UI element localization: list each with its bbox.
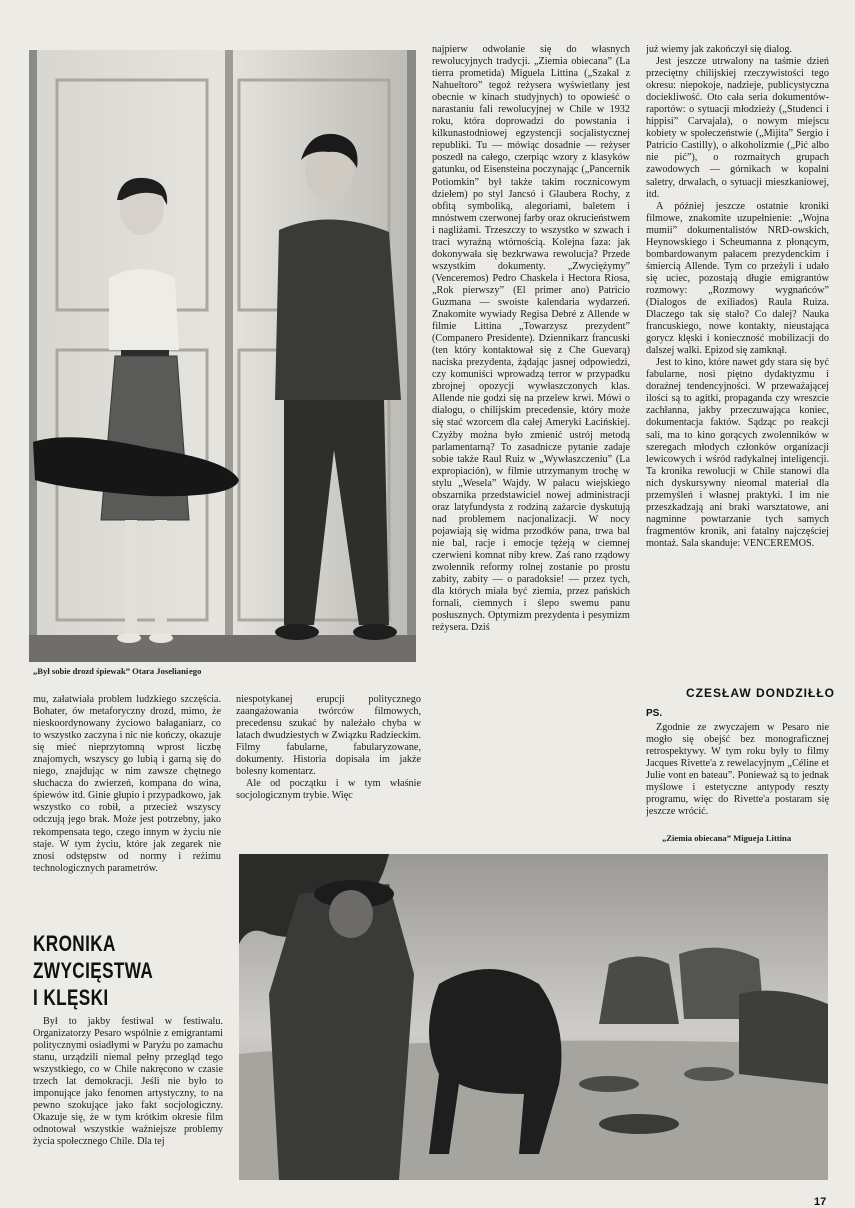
photo-caption-ziemia: „Ziemia obiecana” Migueja Littina	[662, 833, 792, 843]
photo-caption-drozd: „Był sobie drozd śpiewak” Otara Joseliani ego	[33, 666, 202, 676]
column-4-paragraph-4: Jest to kino, które nawet gdy stara się być fabularne, nosi piętno dydaktyzmu i doraźnej tendencyjności. W przeważającej ilości są to agitki, propaganda czy wreszcie zachłanna, jakby przeczuwająca koniec, dokumentacja faktów. Sądząc po reakcji sali, ma to kino gorących zwolenników w szeregach młodych członków organizacji lewicowych i wśród radykalnej inteligencji. Ta kronika rewolucji w Chile stanowi dla nich dyskursywny nieomal materiał dla przemyśleń i własnej praktyki. I im nie przeszkadzają ani braki warsztatowe, ani nagminne powtarzanie tych samych fragmentów kronik, ani fatalny najczęściej montaż. Sala skanduje: VENCEREMOS.	[646, 357, 829, 549]
column-4-paragraph-3: A później jeszcze ostatnie kroniki filmowe, znakomite uzupełnienie: „Wojna mumii” dokumentalistów NRD-owskich, Heynowskiego i Scheumanna z płonącym, bombardowanym pałacem prezydenckim i śmiercią Allende. Tym co przeżyli i udało się uciec, pozostają długie emigrantów rozmowy: „Rozmowy wygnańców” (Dialogos de exiliados) Raula Ruiza. Dlaczego tak się stało? Co dalej? Nauka francuskiego, nowe kontakty, nieustająca gorycz klęski i konieczność mobilizacji do dalszej walki. Epizod się zamknął.	[646, 200, 829, 357]
headline-line-3: I KLĘSKI	[33, 985, 109, 1010]
film-still-ziemia-image	[239, 854, 828, 1180]
article-intro-column	[33, 1016, 223, 1186]
ps-text: Zgodnie ze zwyczajem w Pesaro nie mogło się obejść bez monograficznej retrospektywy. W tym roku były to filmy Jacques Rivette'a z rewelacyjnym „Céline et Julie vont en bateau”. Ponieważ są to jednak myślowe i estetyczne antypody reszty programu, więc do Rivette'a postaram się jeszcze wrócić.	[646, 722, 829, 818]
intro-paragraph: Był to jakby festiwal w festiwalu. Organizatorzy Pesaro wspólnie z emigrantami politycznymi osiadłymi w Paryżu po zamachu stanu, urządzili niemal pełny przegląd tego wszystkiego, co w Chile nakręcono w czasie trzech lat demokracji. Jeśli nie było to imponujące jako fenomen artystyczny, to na pewno szokujące jako fakt socjologiczny. Okazuje się, że w tym krótkim okresie film odnotował wszystkie ważniejsze problemy życia społecznego Chile. Dla tej	[33, 1016, 223, 1148]
headline-line-2: ZWYCIĘSTWA	[33, 958, 154, 983]
page-number: 17	[814, 1196, 827, 1208]
column-4-paragraph-2: Jest jeszcze utrwalony na taśmie dzień przeciętny chilijskiej rzeczywistości tego okresu: niepokoje, nadzieje, publicystyczna dociekliwość. Oto cała seria dokumentów-raportów: o sytuacji młodzieży („Studenci i hippisi” Carvajala), o nowym miejscu kobiety w społeczeństwie („Mijita” Sergio i Patricio Castilly), o alkoholizmie („Pić albo nie pić”), o rozmaitych grupach zawodowych — górnikach w kopalni saletry, drwalach, o sytuacji mieszkaniowej, itd.	[646, 56, 829, 200]
column-1-text: mu, załatwiała problem ludzkiego szczęścia. Bohater, ów metaforyczny drozd, mimo, że nieskoordynowany życiowo bałaganiarz, co to wszystko zaczyna i nic nie kończy, okazuje się mieć nieprzytomną wprost liczbę znajomych, wszyscy go lubią i garną się do niego, znajdując w nim zawsze chętnego słuchacza do zwierzeń, kompana do wina, śpiewów itd. Ginie głupio i przypadkowo, jak wszystko co robił, a przecież wszyscy odczują jego brak. Może jest potrzebny, jako rekompensata tego, czego innym w życiu nie staje. W tym życiu, które jak zegarek nie znosi odstępstw od normy i reżimu technologicznych parametrów.	[33, 694, 221, 874]
headline-line-1: KRONIKA	[33, 931, 116, 956]
column-2-text: niespotykanej erupcji politycznego zaangażowania twórców filmowych, precedensu szukać by należało chyba w latach dwudziestych w Związku Radzieckim. Filmy fabularne, fabularyzowane, dokumenty. Historia dopisała im jakże bolesny komentarz.	[236, 694, 421, 778]
film-still-drozd-image	[29, 50, 416, 662]
article-column-4	[646, 44, 829, 674]
film-still-ziemia-obiecana	[239, 854, 828, 1180]
article-column-3	[432, 44, 630, 814]
author-byline: CZESŁAW DONDZIŁŁO	[686, 686, 835, 700]
article-column-1-continued	[33, 694, 221, 926]
article-headline	[33, 930, 153, 1011]
article-column-2-continued	[236, 694, 421, 844]
ps-label: PS.	[646, 708, 663, 719]
column-2-text-p2: Ale od początku i w tym właśnie socjologicznym trybie. Więc	[236, 778, 421, 802]
ps-paragraph	[646, 722, 829, 822]
film-still-drozd	[29, 50, 416, 662]
column-3-text: najpierw odwołanie się do własnych rewolucyjnych tradycji. „Ziemia obiecana” (La tierra prometida) Miguela Littina („Szakal z Nahueltoro” tegoż reżysera wyświetlany jest obecnie w kinach studyjnych) to opowieść o narastaniu fali rewolucyjnej w Chile w 1932 roku, która doprowadzi do powstania i kilkunastodniowej egzystencji socjalistycznej republiki. Tu — mówiąc dosadnie — reżyser poszedł na całego, czerpiąc wzory z klasyków gatunku, od Eisensteina poczynając („Pancernik Potiomkin” był także takim rocznicowym dziełem) po styl Jancsó i Glaubera Rochy, z obfitą symboliką, alegoriami, baletem i mnóstwem czerwonej farby oraz okrucieństwem i nagliżami. Trzeszczy to wszystko w szwach i traci wyraźną wtórnością. Kolejna faza: jak dokonywała się bezkrwawa rewolucja? Przede wszystkim dokumenty. „Zwyciężymy” (Venceremos) Pedro Chaskela i Hectora Riosa, „Rok pierwszy” (El primer ano) Patricio Guzmana — swoiste kalendaria wydarzeń. Znakomite wywiady Regisa Debré z Allende w filmie Littina „Towarzysz prezydent” (Companero Presidente). Dziennikarz francuski (ten który kontaktował się z Che Guevarą) naciska prezydenta, żądając jasnej odpowiedzi, czy komuniści wprowadzą terror w przypadku zbrojnej opozycji wywłaszczonych klas. Allende nie godzi się na przelew krwi. Mówi o dialogu, o chilijskim precedensie, który może się stać wzorcem dla całej Ameryki Łacińskiej. Czyżby można było zmienić ustrój metodą parlamentarną? To zasadnicze pytanie zadaje sobie także Raul Ruiz w „Wywłaszczeniu” (La expropiación), w filmie utrzymanym trochę w stylu „Wesela” Wajdy. W pałacu wiejskiego obszarnika przedstawiciel nowej administracji oraz latyfundysta z rodziną zażarcie dyskutują nad problemem nacjonalizacji. W nocy pojawiają się widma przodków pana, trwa bal nie bal, racje i emocje tężeją w ciemnej czerwieni komnat niby krew. Zaś rano rządowy zwolennik reformy rolnej zostanie po prostu zabity, zabity — o paradoksie! — przez tych, dla których miała być ziemia, przez pańskich fornali, ciemnych i ślepo swemu panu posłusznych. Optymizm prezydenta i pesymizm reżysera. Dziś	[432, 44, 630, 634]
column-4-paragraph-1: już wiemy jak zakończył się dialog.	[646, 44, 792, 55]
